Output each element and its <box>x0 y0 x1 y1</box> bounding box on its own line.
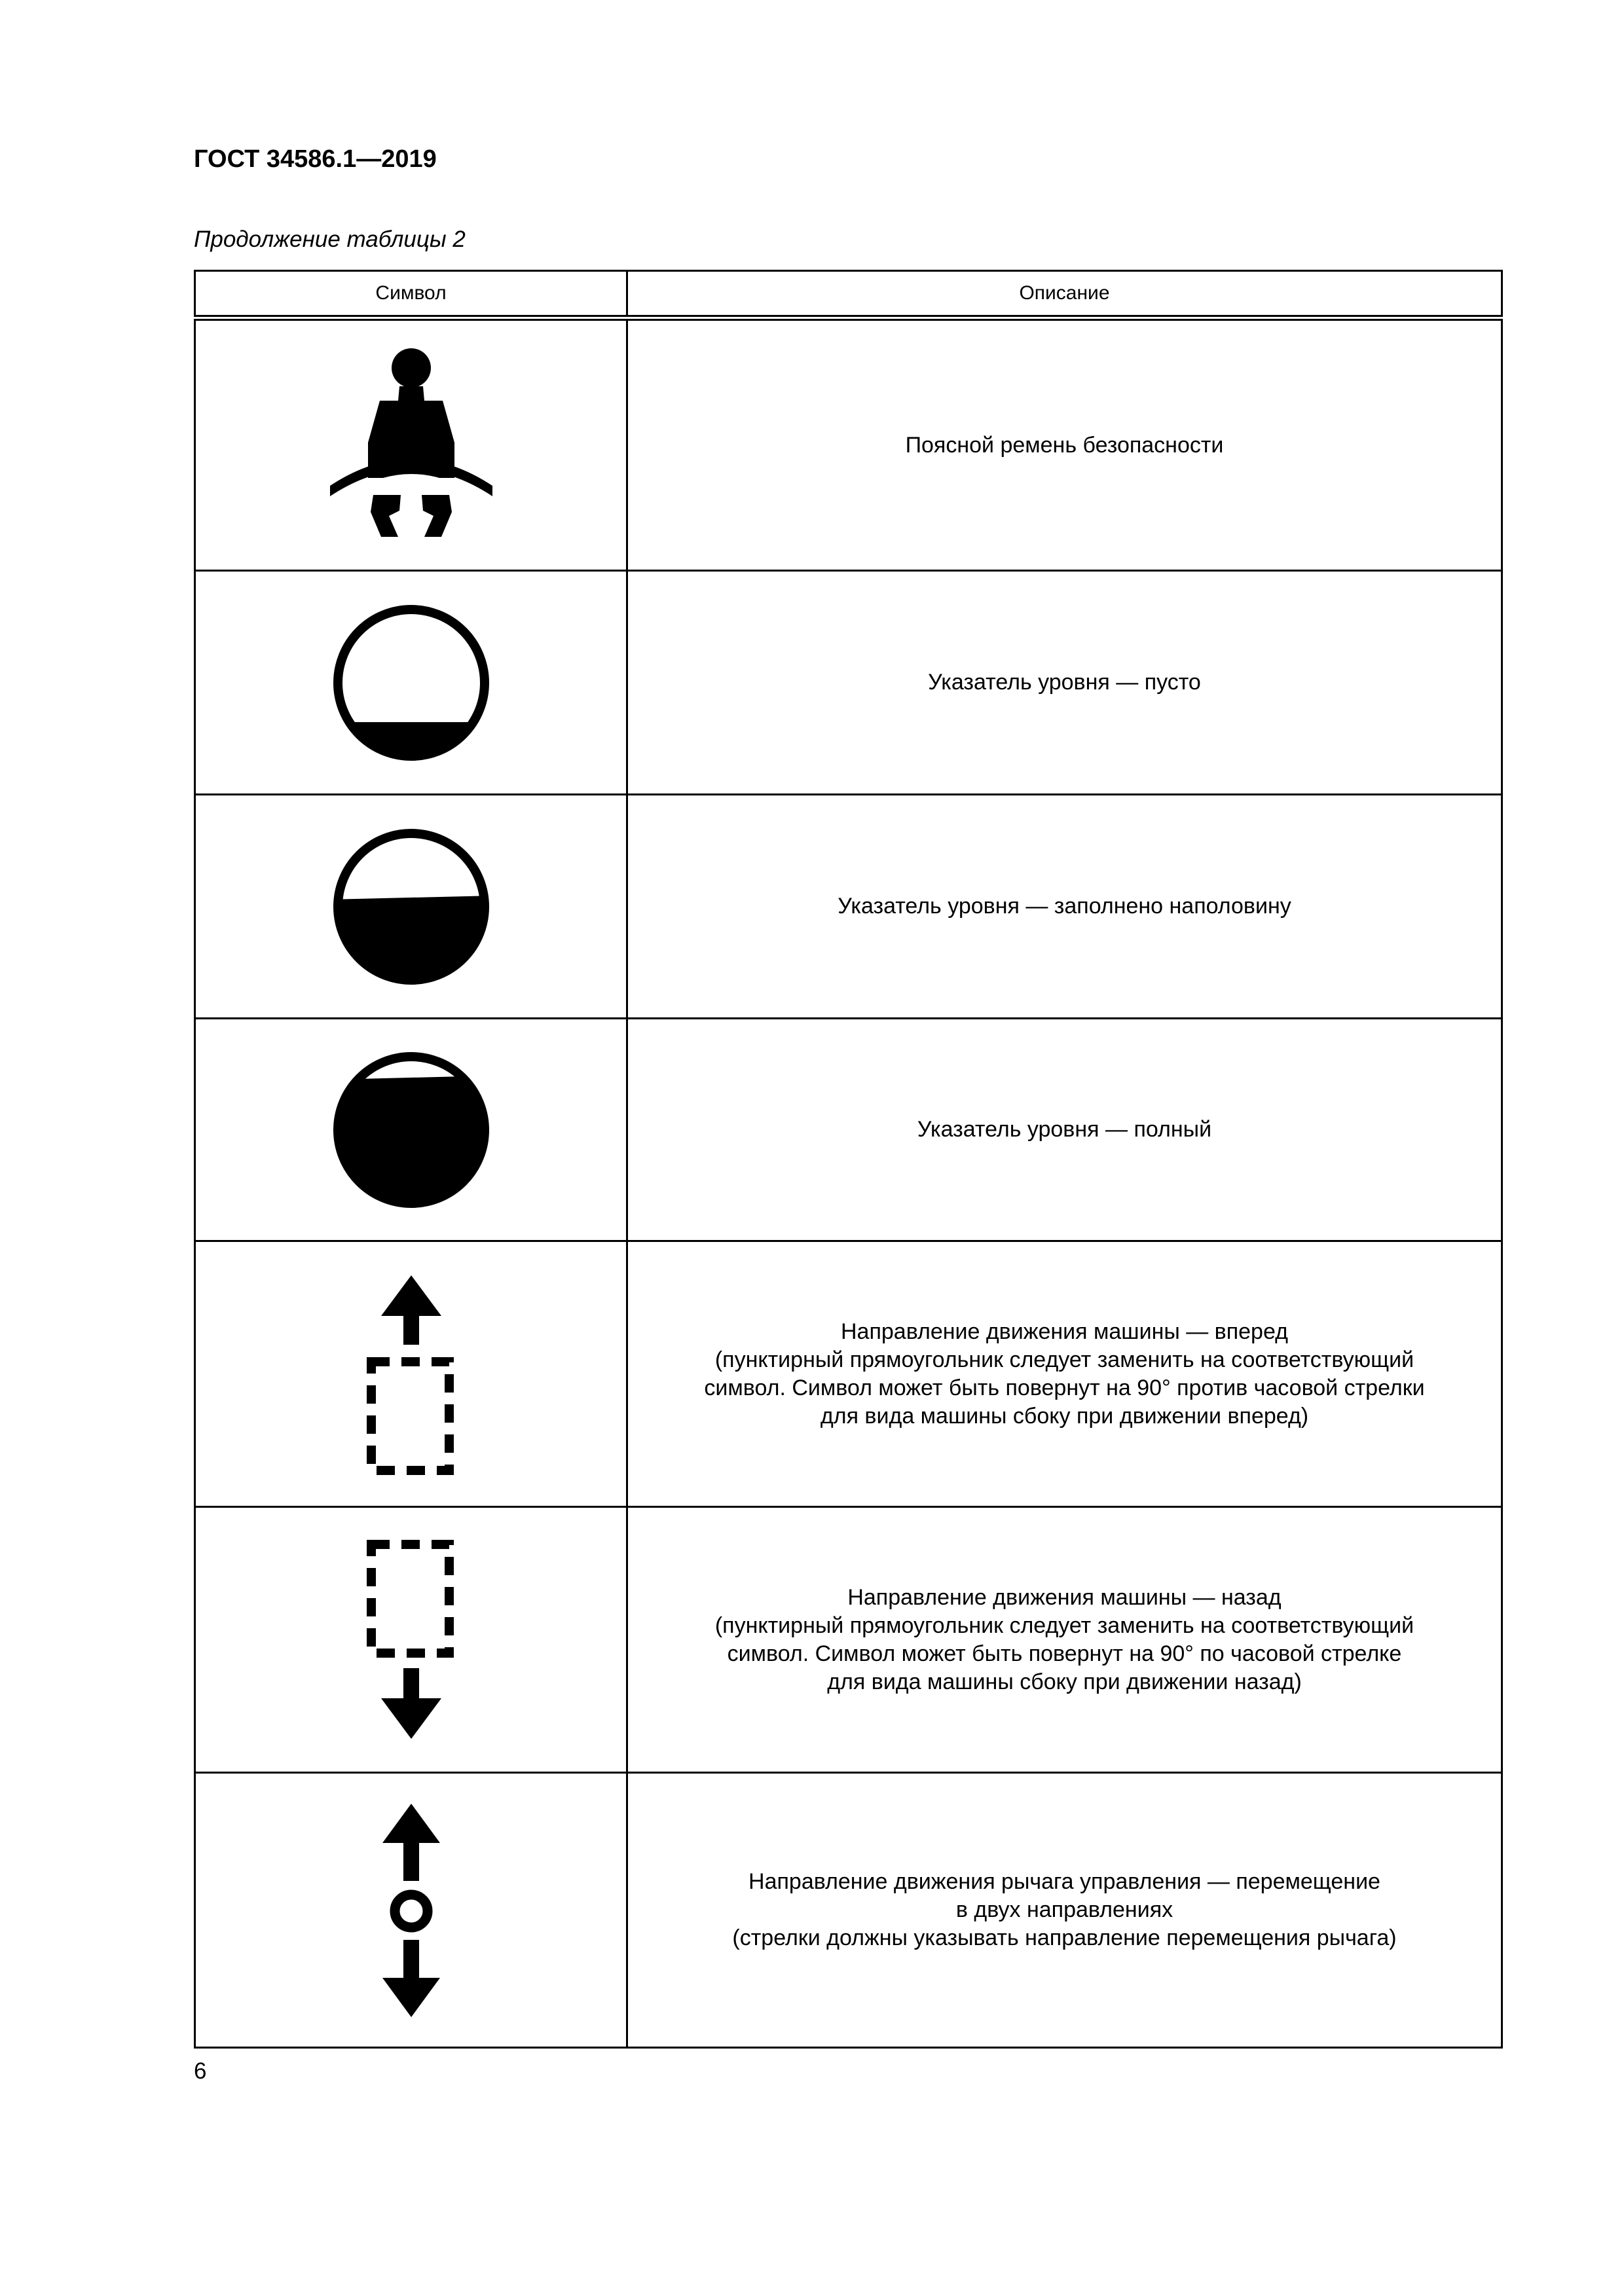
symbols-table <box>194 270 1503 2049</box>
table-row <box>195 318 1502 571</box>
symbol-cell <box>195 1507 627 1773</box>
description-cell <box>627 1241 1502 1507</box>
description-line: Указатель уровня — пусто <box>928 670 1201 695</box>
symbol-cell <box>195 1241 627 1507</box>
table-row <box>195 795 1502 1019</box>
level-full-icon <box>329 1048 493 1212</box>
description-cell <box>627 1507 1502 1773</box>
table-row <box>195 1773 1502 2048</box>
description-cell <box>627 1019 1502 1241</box>
seatbelt-icon <box>326 347 496 543</box>
description-line: в двух направлениях <box>955 1897 1173 1922</box>
symbol-cell <box>195 1019 627 1241</box>
description-line: Поясной ремень безопасности <box>905 432 1224 458</box>
description-line: Направление движения машины — вперед <box>841 1319 1288 1344</box>
description-line: Направление движения рычага управления — перемещение <box>748 1869 1380 1894</box>
description-cell <box>627 1773 1502 2048</box>
page-number: 6 <box>194 2058 207 2084</box>
description-line: символ. Символ может быть повернут на 90° по часовой стрелке <box>727 1641 1402 1666</box>
document-header: ГОСТ 34586.1—2019 <box>194 145 437 173</box>
description-line: символ. Символ может быть повернут на 90° против часовой стрелки <box>704 1375 1425 1400</box>
description-line: Указатель уровня — заполнено наполовину <box>838 894 1291 919</box>
symbol-cell <box>195 795 627 1019</box>
table-header-row <box>195 271 1502 318</box>
symbol-cell <box>195 571 627 795</box>
table-row <box>195 571 1502 795</box>
forward-direction-icon <box>365 1273 457 1476</box>
description-cell <box>627 795 1502 1019</box>
description-line: (пунктирный прямоугольник следует заменить на соответствующий <box>714 1347 1414 1372</box>
description-line: Указатель уровня — полный <box>917 1117 1212 1142</box>
table-row <box>195 1241 1502 1507</box>
table-caption: Продолжение таблицы 2 <box>194 227 466 252</box>
lever-two-way-icon <box>372 1801 451 2020</box>
table-row <box>195 1019 1502 1241</box>
column-header-description: Описание <box>627 271 1502 318</box>
description-line: (пунктирный прямоугольник следует заменить на соответствующий <box>714 1613 1414 1638</box>
description-line: Направление движения машины — назад <box>847 1584 1282 1610</box>
symbol-cell <box>195 318 627 571</box>
level-half-icon <box>329 825 493 989</box>
description-cell <box>627 571 1502 795</box>
description-line: для вида машины сбоку при движении вперед) <box>820 1403 1309 1429</box>
description-cell <box>627 318 1502 571</box>
description-line: для вида машины сбоку при движении назад) <box>827 1669 1302 1694</box>
table-row <box>195 1507 1502 1773</box>
column-header-symbol: Символ <box>195 271 627 318</box>
reverse-direction-icon <box>365 1539 457 1741</box>
description-line: (стрелки должны указывать направление перемещения рычага) <box>732 1925 1397 1950</box>
symbol-cell <box>195 1773 627 2048</box>
level-empty-icon <box>329 601 493 765</box>
